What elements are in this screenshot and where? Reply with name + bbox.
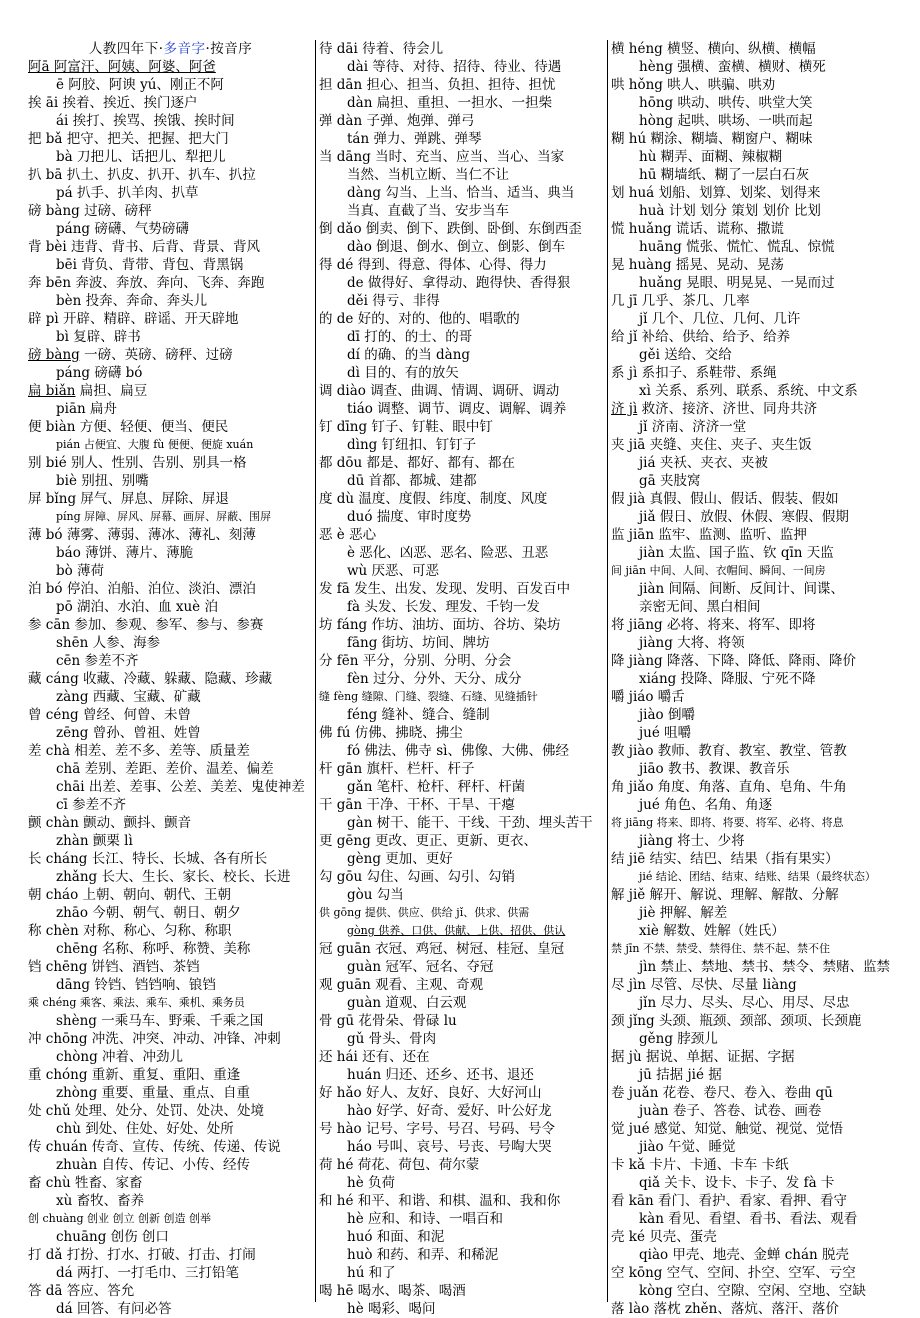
entry-line: dàng 勾当、上当、恰当、适当、典当 <box>347 185 575 201</box>
entry-line: 慌 huǎng 谎话、谎称、撒谎 <box>611 221 784 237</box>
entry-line: hú 和了 <box>347 1265 396 1281</box>
entry-line: 落 lào 落枕 zhěn、落炕、落汗、落价 <box>611 1301 839 1317</box>
entry-line: 颈 jǐng 头颈、瓶颈、颈部、颈项、长颈鹿 <box>611 1013 862 1029</box>
title-prefix: 人教四年下· <box>88 41 164 57</box>
entry-line: chāi 出差、差事、公差、美差、鬼使神差 <box>56 779 305 795</box>
entry-line: páng 磅礴 bó <box>56 365 143 381</box>
entry-line: piān 扁舟 <box>56 401 117 417</box>
entry-line <box>319 922 605 940</box>
entry-line: háo 号叫、哀号、号丧、号啕大哭 <box>347 1139 552 1155</box>
entry-line: 供 gōng 提供、供应、供给 jǐ、供求、供需 <box>319 906 530 919</box>
column-1 <box>26 40 316 1317</box>
entry-line: 据 jù 据说、单据、证据、字据 <box>611 1049 795 1065</box>
column-2 <box>316 40 608 1317</box>
entry-line: 朝 cháo 上朝、朝向、朝代、王朝 <box>28 887 232 903</box>
entry-line: 恶 è 恶心 <box>319 527 377 543</box>
entry-line: pō 湖泊、水泊、血 xuè 泊 <box>56 599 218 615</box>
entry-line: 当 dāng 当时、充当、应当、当心、当家 <box>319 149 565 165</box>
entry-line: 嚼 jiáo 嚼舌 <box>611 689 685 705</box>
entry-line: 屏 bǐng 屏气、屏息、屏除、屏退 <box>28 491 229 507</box>
entry-line: 糊 hú 糊涂、糊墙、糊窗户、糊味 <box>611 131 813 147</box>
entry-line: huó 和面、和泥 <box>347 1229 445 1245</box>
entry-line: 假 jià 真假、假山、假话、假装、假如 <box>611 491 839 507</box>
entry-line: 更 gēng 更改、更正、更新、更衣、 <box>319 833 538 849</box>
entry-line: 称 chèn 对称、称心、匀称、称职 <box>28 923 232 939</box>
entry-line: zàng 西藏、宝藏、矿藏 <box>56 689 201 705</box>
entry-line: 解 jiě 解开、解说、理解、解散、分解 <box>611 887 839 903</box>
entry-line: jiǎ 假日、放假、休假、寒假、假期 <box>639 509 849 525</box>
entry-line: chù 到处、住处、好处、处所 <box>56 1121 234 1137</box>
entry-line: 打 dǎ 打扮、打水、打破、打击、打闹 <box>28 1247 256 1263</box>
entry-line: gěi 送给、交给 <box>639 347 732 363</box>
entry-line: 哄 hǒng 哄人、哄骗、哄劝 <box>611 77 776 93</box>
entry-line: 分 fēn 平分，分别、分明、分会 <box>319 653 512 669</box>
entry-line: duó 揣度、审时度势 <box>347 509 472 525</box>
entry-line: 禁 jīn 不禁、禁受、禁得住、禁不起、禁不住 <box>611 942 831 955</box>
entry-line: hè 负荷 <box>347 1175 395 1191</box>
entry-line: 佛 fú 仿佛、拂晓、拂尘 <box>319 725 463 741</box>
entry-line: 降 jiàng 降落、下降、降低、降雨、降价 <box>611 653 856 669</box>
entry-line: bèn 投奔、奔命、奔头儿 <box>56 293 208 309</box>
entry-line: dìng 钉纽扣、钉钉子 <box>347 437 477 453</box>
entry-line: shēn 人参、海参 <box>56 635 161 651</box>
entry-line: 处 chǔ 处理、处分、处罚、处决、处境 <box>28 1103 265 1119</box>
entry-line: hòng 起哄、哄场、一哄而起 <box>639 113 813 129</box>
entry-line: de 做得好、拿得动、跑得快、香得狠 <box>347 275 571 291</box>
entry-line: zhàn 颤栗 lì <box>56 833 133 849</box>
entry-line: dàn 扁担、重担、一担水、一担柴 <box>347 95 553 111</box>
entry-line: jiè 押解、解差 <box>639 905 728 921</box>
entry-line <box>28 346 313 364</box>
entry-words: 救济、接济、济世、同舟共济 <box>637 401 818 417</box>
entry-line: chā 差别、差距、差价、温差、偏差 <box>56 761 274 777</box>
entry-line: gěng 脖颈儿 <box>639 1031 718 1047</box>
entry-line: jiào 倒嚼 <box>639 707 695 723</box>
entry-line: 挨 āi 挨着、挨近、挨门逐户 <box>28 95 198 111</box>
entry-line: bà 刀把儿、话把儿、犁把儿 <box>56 149 226 165</box>
entry-line: jué 角色、名角、角逐 <box>639 797 773 813</box>
entry-line: 泊 bó 停泊、泊船、泊位、淡泊、漂泊 <box>28 581 256 597</box>
entry-line: 弹 dàn 子弹、炮弹、弹弓 <box>319 113 475 129</box>
entry-line <box>28 58 313 76</box>
entry-line: zēng 曾孙、曾祖、姓曾 <box>56 725 201 741</box>
entry-line: 传 chuán 传奇、宣传、传统、传递、传说 <box>28 1139 281 1155</box>
entry-line: bì 复辟、辟书 <box>56 329 141 345</box>
entry-line: juàn 卷子、答卷、试卷、画卷 <box>639 1103 822 1119</box>
entry-headword: 济 jì <box>611 401 638 417</box>
title-suffix: ·按音序 <box>205 41 253 57</box>
entry-line: 坊 fáng 作坊、油坊、面坊、谷坊、染坊 <box>319 617 561 633</box>
entry-line: jiá 夹袄、夹衣、夹被 <box>639 455 768 471</box>
entry-line: kàn 看见、看望、看书、看法、观看 <box>639 1211 858 1227</box>
entry-line: 颤 chàn 颤动、颤抖、颤音 <box>28 815 192 831</box>
entry-line: dài 等待、对待、招待、待业、待遇 <box>347 59 562 75</box>
entry-line: zhuàn 自传、传记、小传、经传 <box>56 1157 251 1173</box>
entry-line: 看 kān 看门、看护、看家、看押、看守 <box>611 1193 848 1209</box>
entry-line: ái 挨打、挨骂、挨饿、挨时间 <box>56 113 235 129</box>
entry-line: qiào 甲壳、地壳、金蝉 chán 脱壳 <box>639 1247 850 1263</box>
entry-line: guàn 道观、白云观 <box>347 995 467 1011</box>
entry-line: jiàng 大将、将领 <box>639 635 745 651</box>
entry-line: zhǎng 长大、生长、家长、校长、长进 <box>56 869 291 885</box>
entry-line: dū 首都、都城、建都 <box>347 473 477 489</box>
entry-line: 觉 jué 感觉、知觉、触觉、视觉、觉悟 <box>611 1121 843 1137</box>
entry-line: 骨 gū 花骨朵、骨碌 lu <box>319 1013 457 1029</box>
entry-line: dì 目的、有的放矢 <box>347 365 459 381</box>
entry-line: 结 jiē 结实、结巴、结果（指有果实） <box>611 851 839 867</box>
entry-line: 背 bèi 违背、背书、后背、背景、背风 <box>28 239 261 255</box>
entry-line: xù 畜牧、畜养 <box>56 1193 145 1209</box>
entry-line: pá 扒手、扒羊肉、扒草 <box>56 185 199 201</box>
entry-line: gǔ 骨头、骨肉 <box>347 1031 437 1047</box>
entry-line: 长 cháng 长江、特长、长城、各有所长 <box>28 851 268 867</box>
entry-line: 间 jiān 中间、人间、衣帽间、瞬间、一间房 <box>611 564 826 577</box>
entry-line: dī 打的、的士、的哥 <box>347 329 473 345</box>
entry-line: cī 参差不齐 <box>56 797 127 813</box>
entry-line: tán 弹力、弹跳、弹琴 <box>347 131 482 147</box>
entry-line: 别 bié 别人、性别、告别、别具一格 <box>28 455 247 471</box>
entry-line: xiáng 投降、降服、宁死不降 <box>639 671 816 687</box>
entry-line: 倒 dǎo 倒卖、倒下、跌倒、卧倒、东倒西歪 <box>319 221 582 237</box>
entry-line: 杆 gān 旗杆、栏杆、杆子 <box>319 761 475 777</box>
entry-line: 薄 bó 薄雾、薄弱、薄冰、薄礼、刻薄 <box>28 527 256 543</box>
entry-line: 给 jǐ 补给、供给、给予、给养 <box>611 329 791 345</box>
entry-line: 几 jī 几乎、茶几、几率 <box>611 293 750 309</box>
entry-line: 藏 cáng 收藏、冷藏、躲藏、隐藏、珍藏 <box>28 671 273 687</box>
entry-line: jiàn 间隔、间断、反间计、间谍、 <box>639 581 845 597</box>
entry-line: 冲 chōng 冲洗、冲突、冲动、冲锋、冲刺 <box>28 1031 281 1047</box>
entry-line: kòng 空白、空隙、空闲、空地、空缺 <box>639 1283 866 1299</box>
entry-line: zhāo 今朝、朝气、朝日、朝夕 <box>56 905 241 921</box>
title-highlight: 多音字 <box>163 41 206 57</box>
entry-line: 好 hǎo 好人、友好、良好、大好河山 <box>319 1085 542 1101</box>
entry-line: xì 关系、系列、联系、系统、中文系 <box>639 383 858 399</box>
entry-line: 空 kōng 空气、空间、扑空、空军、亏空 <box>611 1265 856 1281</box>
entry-line: 角 jiǎo 角度、角落、直角、皂角、牛角 <box>611 779 847 795</box>
entry-line: 横 héng 横竖、横向、纵横、横幅 <box>611 41 816 57</box>
entry-line: fāng 街坊、坊间、牌坊 <box>347 635 490 651</box>
entry-line: 答 dā 答应、答允 <box>28 1283 135 1299</box>
entry-line: 将 jiāng 必将、将来、将军、即将 <box>611 617 816 633</box>
entry-line: hè 应和、和诗、一唱百和 <box>347 1211 503 1227</box>
entry-line: jìn 禁止、禁地、禁书、禁令、禁赌、监禁 <box>639 959 890 975</box>
entry-line: 还 hái 还有、还在 <box>319 1049 430 1065</box>
entry-line: 重 chóng 重新、重复、重阳、重逢 <box>28 1067 241 1083</box>
entry-line: 都 dōu 都是、都好、都有、都在 <box>319 455 516 471</box>
entry-line: 晃 huàng 摇晃、晃动、晃荡 <box>611 257 784 273</box>
entry-line: 亲密无间、黑白相间 <box>639 599 761 615</box>
entry-line: gǎn 笔杆、枪杆、秤杆、杆菌 <box>347 779 526 795</box>
entry-line: 尽 jìn 尽管、尽快、尽量 liàng <box>611 977 797 993</box>
entry-line: jǐn 尽力、尽头、尽心、用尽、尽忠 <box>639 995 850 1011</box>
entry-line: pián 占便宜、大腹 fù 便便、便旋 xuán <box>56 438 254 451</box>
entry-line: biè 别扭、别嘴 <box>56 473 149 489</box>
entry-line: 发 fā 发生、出发、发现、发明、百发百中 <box>319 581 571 597</box>
entry-line: 夹 jiā 夹缝、夹住、夹子、夹生饭 <box>611 437 812 453</box>
entry-line: 的 de 好的、对的、他的、唱歌的 <box>319 311 520 327</box>
entry-line: 荷 hé 荷花、荷包、荷尔蒙 <box>319 1157 480 1173</box>
entry-line: 冠 guān 衣冠、鸡冠、树冠、桂冠、皇冠 <box>319 941 565 957</box>
entry-line: jiāo 教书、教课、教音乐 <box>639 761 790 777</box>
entry-line: jiàng 将士、少将 <box>639 833 745 849</box>
entry-line: 监 jiān 监牢、监测、监听、监押 <box>611 527 807 543</box>
entry-line: děi 得亏、非得 <box>347 293 440 309</box>
entry-line: dí 的确、的当 dàng <box>347 347 471 363</box>
entry-line: jué 咀嚼 <box>639 725 692 741</box>
entry-line <box>611 400 906 418</box>
entry-line: è 恶化、凶恶、恶名、险恶、丑恶 <box>347 545 549 561</box>
entry-line: 钉 dīng 钉子、钉鞋、眼中钉 <box>319 419 493 435</box>
entry-line: hù 糊弄、面糊、辣椒糊 <box>639 149 783 165</box>
entry-line: 度 dù 温度、度假、纬度、制度、风度 <box>319 491 548 507</box>
entry-line: 磅 bàng 过磅、磅秤 <box>28 203 152 219</box>
entry-line: 扒 bā 扒土、扒皮、扒开、扒车、扒拉 <box>28 167 256 183</box>
entry-line: hū 糊墙纸、糊了一层白石灰 <box>639 167 810 183</box>
entry-line: hè 喝彩、喝问 <box>347 1301 436 1317</box>
entry-line: ē 阿胶、阿谀 yú、刚正不阿 <box>56 77 224 93</box>
entry-line: jū 拮据 jié 据 <box>639 1067 722 1083</box>
entry-line: dá 两打、一打毛巾、三打铅笔 <box>56 1265 239 1281</box>
entry-line: 差 chà 相差、差不多、差等、质量差 <box>28 743 250 759</box>
entry-line: 担 dān 担心、担当、负担、担待、担忧 <box>319 77 556 93</box>
entry-line: báo 薄饼、薄片、薄脆 <box>56 545 194 561</box>
entry-line: 观 guān 观看、主观、奇观 <box>319 977 484 993</box>
entry-words: 扁担、扁豆 <box>75 383 148 399</box>
entry-line: páng 磅礴、气势磅礴 <box>56 221 189 237</box>
entry-line: jǐ 济南、济济一堂 <box>639 419 747 435</box>
entry-line: píng 屏障、屏风、屏幕、画屏、屏蔽、围屏 <box>56 510 272 523</box>
entry-line: 奔 bēn 奔波、奔放、奔向、飞奔、奔跑 <box>28 275 265 291</box>
page-title <box>28 40 313 58</box>
entry-line: gā 夹肢窝 <box>639 473 701 489</box>
entry-line: hèng 强横、蛮横、横财、横死 <box>639 59 826 75</box>
entry-line: chòng 冲着、冲劲儿 <box>56 1049 184 1065</box>
entry-line: chuāng 创伤 创口 <box>56 1229 169 1245</box>
entry-line: 卡 kǎ 卡片、卡通、卡车 卡纸 <box>611 1157 789 1173</box>
entry-line: huò 和药、和弄、和稀泥 <box>347 1247 499 1263</box>
entry-line: 勾 gōu 勾住、勾画、勾引、勾销 <box>319 869 516 885</box>
entry-line: 辟 pì 开辟、精辟、辟谣、开天辟地 <box>28 311 239 327</box>
entry-line: chēng 名称、称呼、称赞、美称 <box>56 941 251 957</box>
entry-line: féng 缝补、缝合、缝制 <box>347 707 490 723</box>
entry-line: 壳 ké 贝壳、蛋壳 <box>611 1229 717 1245</box>
entry-line: dá 回答、有问必答 <box>56 1301 172 1317</box>
entry-line: fà 头发、长发、理发、千钧一发 <box>347 599 540 615</box>
entry-headword: gòng 供养、口供、供献、上供、招供、供认 <box>347 924 566 937</box>
entry-line: qiǎ 关卡、设卡、卡子、发 fà 卡 <box>639 1175 835 1191</box>
entry-line: hào 好学、好奇、爱好、叶公好龙 <box>347 1103 552 1119</box>
entry-line: shèng 一乘马车、野乘、千乘之国 <box>56 1013 264 1029</box>
entry-line: dào 倒退、倒水、倒立、倒影、倒车 <box>347 239 566 255</box>
entry-headword: 阿ā 阿富汗、阿姨、阿婆、阿爸 <box>28 59 216 75</box>
entry-line: 干 gān 干净、干杯、干旱、干瘪 <box>319 797 515 813</box>
entry-line: 当真、直截了当、安步当车 <box>347 203 509 219</box>
entry-line: huán 归还、还乡、还书、退还 <box>347 1067 534 1083</box>
entry-line: 参 cān 参加、参观、参军、参与、参赛 <box>28 617 264 633</box>
entry-line: huǎng 晃眼、明晃晃、一晃而过 <box>639 275 835 291</box>
entry-line: 划 huá 划船、划算、划桨、划得来 <box>611 185 821 201</box>
entry-line: gòu 勾当 <box>347 887 404 903</box>
entry-line <box>28 382 313 400</box>
entry-line: bò 薄荷 <box>56 563 105 579</box>
entry-line: 卷 juǎn 花卷、卷尺、卷入、卷曲 qū <box>611 1085 833 1101</box>
entry-line: hōng 哄动、哄传、哄堂大笑 <box>639 95 813 111</box>
entry-line: bēi 背负、背带、背包、背黑锅 <box>56 257 244 273</box>
entry-line: jǐ 几个、几位、几何、几许 <box>639 311 801 327</box>
entry-line: jiàn 太监、国子监、钦 qīn 天监 <box>639 545 834 561</box>
entry-line: cēn 参差不齐 <box>56 653 139 669</box>
entry-line: fó 佛法、佛寺 sì、佛像、大佛、佛经 <box>347 743 569 759</box>
entry-line: 缝 fèng 缝隙、门缝、裂缝、石缝、见缝插针 <box>319 690 538 703</box>
entry-line: 把 bǎ 把守、把关、把握、把大门 <box>28 131 229 147</box>
entry-line: 和 hé 和平、和谐、和棋、温和、我和你 <box>319 1193 561 1209</box>
entry-line: fèn 过分、分外、天分、成分 <box>347 671 522 687</box>
entry-line: gèng 更加、更好 <box>347 851 453 867</box>
entry-line: 乘 chéng 乘客、乘法、乘车、乘机、乘务员 <box>28 996 245 1009</box>
entry-line: xiè 解数、姓解（姓氏） <box>639 923 785 939</box>
entry-line: jiào 午觉、睡觉 <box>639 1139 736 1155</box>
entry-line: 当然、当机立断、当仁不让 <box>347 167 509 183</box>
entry-line: 待 dāi 待着、待会儿 <box>319 41 444 57</box>
entry-line: guàn 冠军、冠名、夺冠 <box>347 959 494 975</box>
entry-line: wù 厌恶、可恶 <box>347 563 440 579</box>
entry-line: 喝 hē 喝水、喝茶、喝酒 <box>319 1283 466 1299</box>
entry-line: 畜 chù 牲畜、家畜 <box>28 1175 143 1191</box>
entry-line: 系 jì 系扣子、系鞋带、系绳 <box>611 365 777 381</box>
entry-line: dāng 铃铛、铛铛响、锒铛 <box>56 977 216 993</box>
column-3 <box>608 40 908 1317</box>
entry-line: jié 结论、团结、结束、结账、结果（最终状态） <box>639 870 876 883</box>
entry-line: 得 dé 得到、得意、得体、心得、得力 <box>319 257 547 273</box>
entry-line: 将 jiāng 将来、即将、将要、将军、必将、将息 <box>611 816 844 829</box>
entry-line: 便 biàn 方便、轻便、便当、便民 <box>28 419 229 435</box>
entry-line: zhòng 重要、重量、重点、自重 <box>56 1085 251 1101</box>
entry-line: 调 diào 调查、曲调、情调、调研、调动 <box>319 383 560 399</box>
entry-headword: 磅 bàng <box>28 347 80 363</box>
entry-line: 教 jiào 教师、教育、教室、教堂、管教 <box>611 743 847 759</box>
entry-line: 创 chuàng 创业 创立 创新 创造 创举 <box>28 1212 211 1225</box>
entry-headword: 扁 biǎn <box>28 383 76 399</box>
entry-line: 曾 céng 曾经、何曾、未曾 <box>28 707 191 723</box>
entry-line: huāng 慌张、慌忙、慌乱、惊慌 <box>639 239 835 255</box>
entry-line: tiáo 调整、调节、调皮、调解、调养 <box>347 401 567 417</box>
entry-line: 铛 chēng 饼铛、酒铛、茶铛 <box>28 959 200 975</box>
entry-line: huà 计划 划分 策划 划价 比划 <box>639 203 821 219</box>
entry-line: gàn 树干、能干、干线、干劲、埋头苦干 <box>347 815 593 831</box>
entry-words: 一磅、英磅、磅秤、过磅 <box>79 347 233 363</box>
entry-line: 号 hào 记号、字号、号召、号码、号令 <box>319 1121 555 1137</box>
